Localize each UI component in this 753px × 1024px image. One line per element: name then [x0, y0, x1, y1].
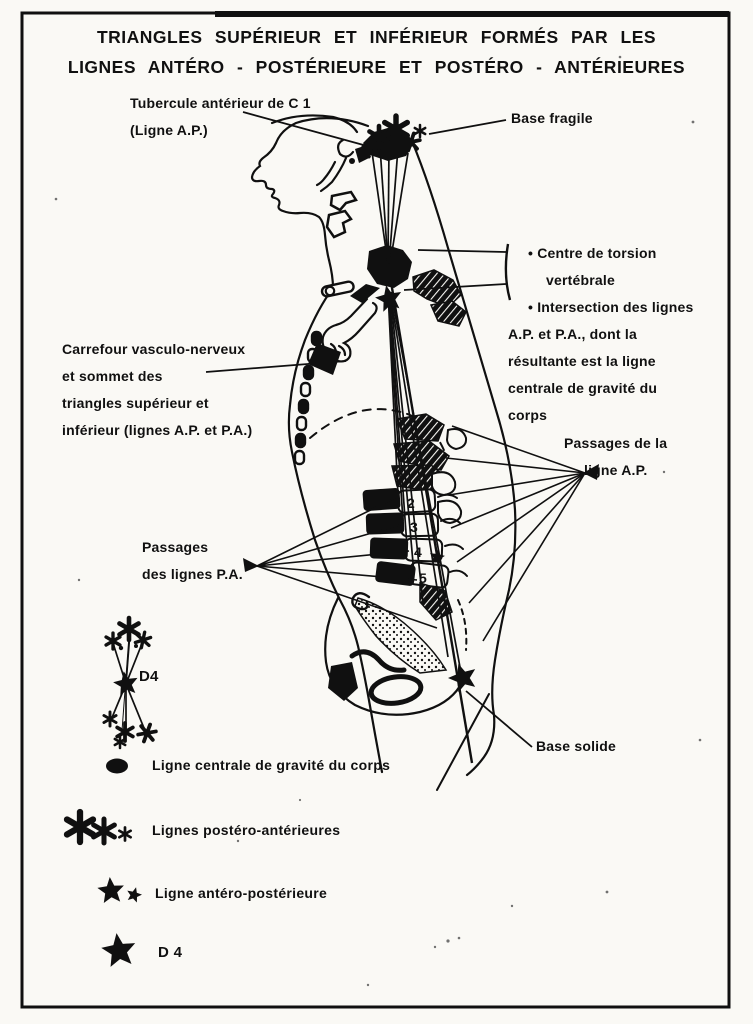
legend-label-ap-line: Ligne antéro-postérieure [155, 885, 328, 901]
spinous-process-1 [447, 429, 466, 449]
page-title [32, 22, 721, 82]
legend-label-pa-lines: Lignes postéro-antérieures [152, 822, 341, 838]
star-d4-icon [100, 931, 138, 968]
ap-star-base-solide [445, 659, 481, 694]
page-title-line1: TRIANGLES SUPÉRIEUR ET INFÉRIEUR FORMÉS PAR LES [96, 27, 657, 47]
spinous-process-2 [432, 472, 455, 495]
gravity-dot-icon [106, 759, 128, 774]
pa-asterisk [415, 125, 425, 137]
obturator-foramen [369, 674, 422, 707]
fan-pa-arrowhead [243, 558, 259, 572]
label-torsion-block: • Centre de torsion vertébrale • Intersection des lignes A.P. et P.A., dont la résultante est la ligne centrale de gravité du corps [508, 245, 694, 423]
hyoid-shape [331, 192, 356, 210]
iliac-dashed-edge [458, 600, 466, 650]
shoulder-joint [326, 287, 334, 295]
body-figure [252, 115, 515, 790]
legend-label-d4: D 4 [158, 944, 183, 961]
page-title-line2: LIGNES ANTÉRO - POSTÉRIEURE ET POSTÉRO - ANTÉRIEURES [67, 57, 686, 77]
label-base-fragile: Base fragile [511, 110, 593, 126]
label-base-solide: Base solide [536, 738, 617, 754]
asterisk-small-icon [119, 828, 130, 841]
asterisk-medium-icon [94, 819, 115, 843]
ear-outline [338, 140, 353, 157]
star-small-icon [125, 885, 143, 903]
leader-base-fragile [429, 120, 506, 134]
vertebra-number: 5 [419, 570, 427, 586]
label-carrefour-block: Carrefour vasculo-nerveux et sommet des triangles supérieur et inférieur (lignes A.P. et P.A.) [62, 341, 253, 438]
mastoid-dot [349, 158, 355, 164]
leader-torsion-1 [418, 250, 506, 252]
larynx-shape [327, 211, 351, 237]
label-passages-pa: Passages des lignes P.A. [142, 539, 243, 582]
legend-symbols [67, 759, 143, 968]
label-d4-marker: D4 [139, 668, 159, 685]
asterisk-large-icon [67, 812, 93, 842]
vertebra-number: 3 [410, 519, 418, 535]
rib-hatched-2 [431, 301, 466, 326]
vertebra-number: 2 [407, 495, 415, 511]
star-large-icon [97, 876, 126, 904]
legend-label-gravity: Ligne centrale de gravité du corps [152, 757, 391, 773]
label-tubercule: Tubercule antérieur de C 1 (Ligne A.P.) [130, 95, 311, 138]
ischium-blob [328, 662, 358, 701]
label-passages-ap: Passages de la ligne A.P. [564, 435, 668, 478]
vertebra-number: 4 [414, 544, 422, 560]
